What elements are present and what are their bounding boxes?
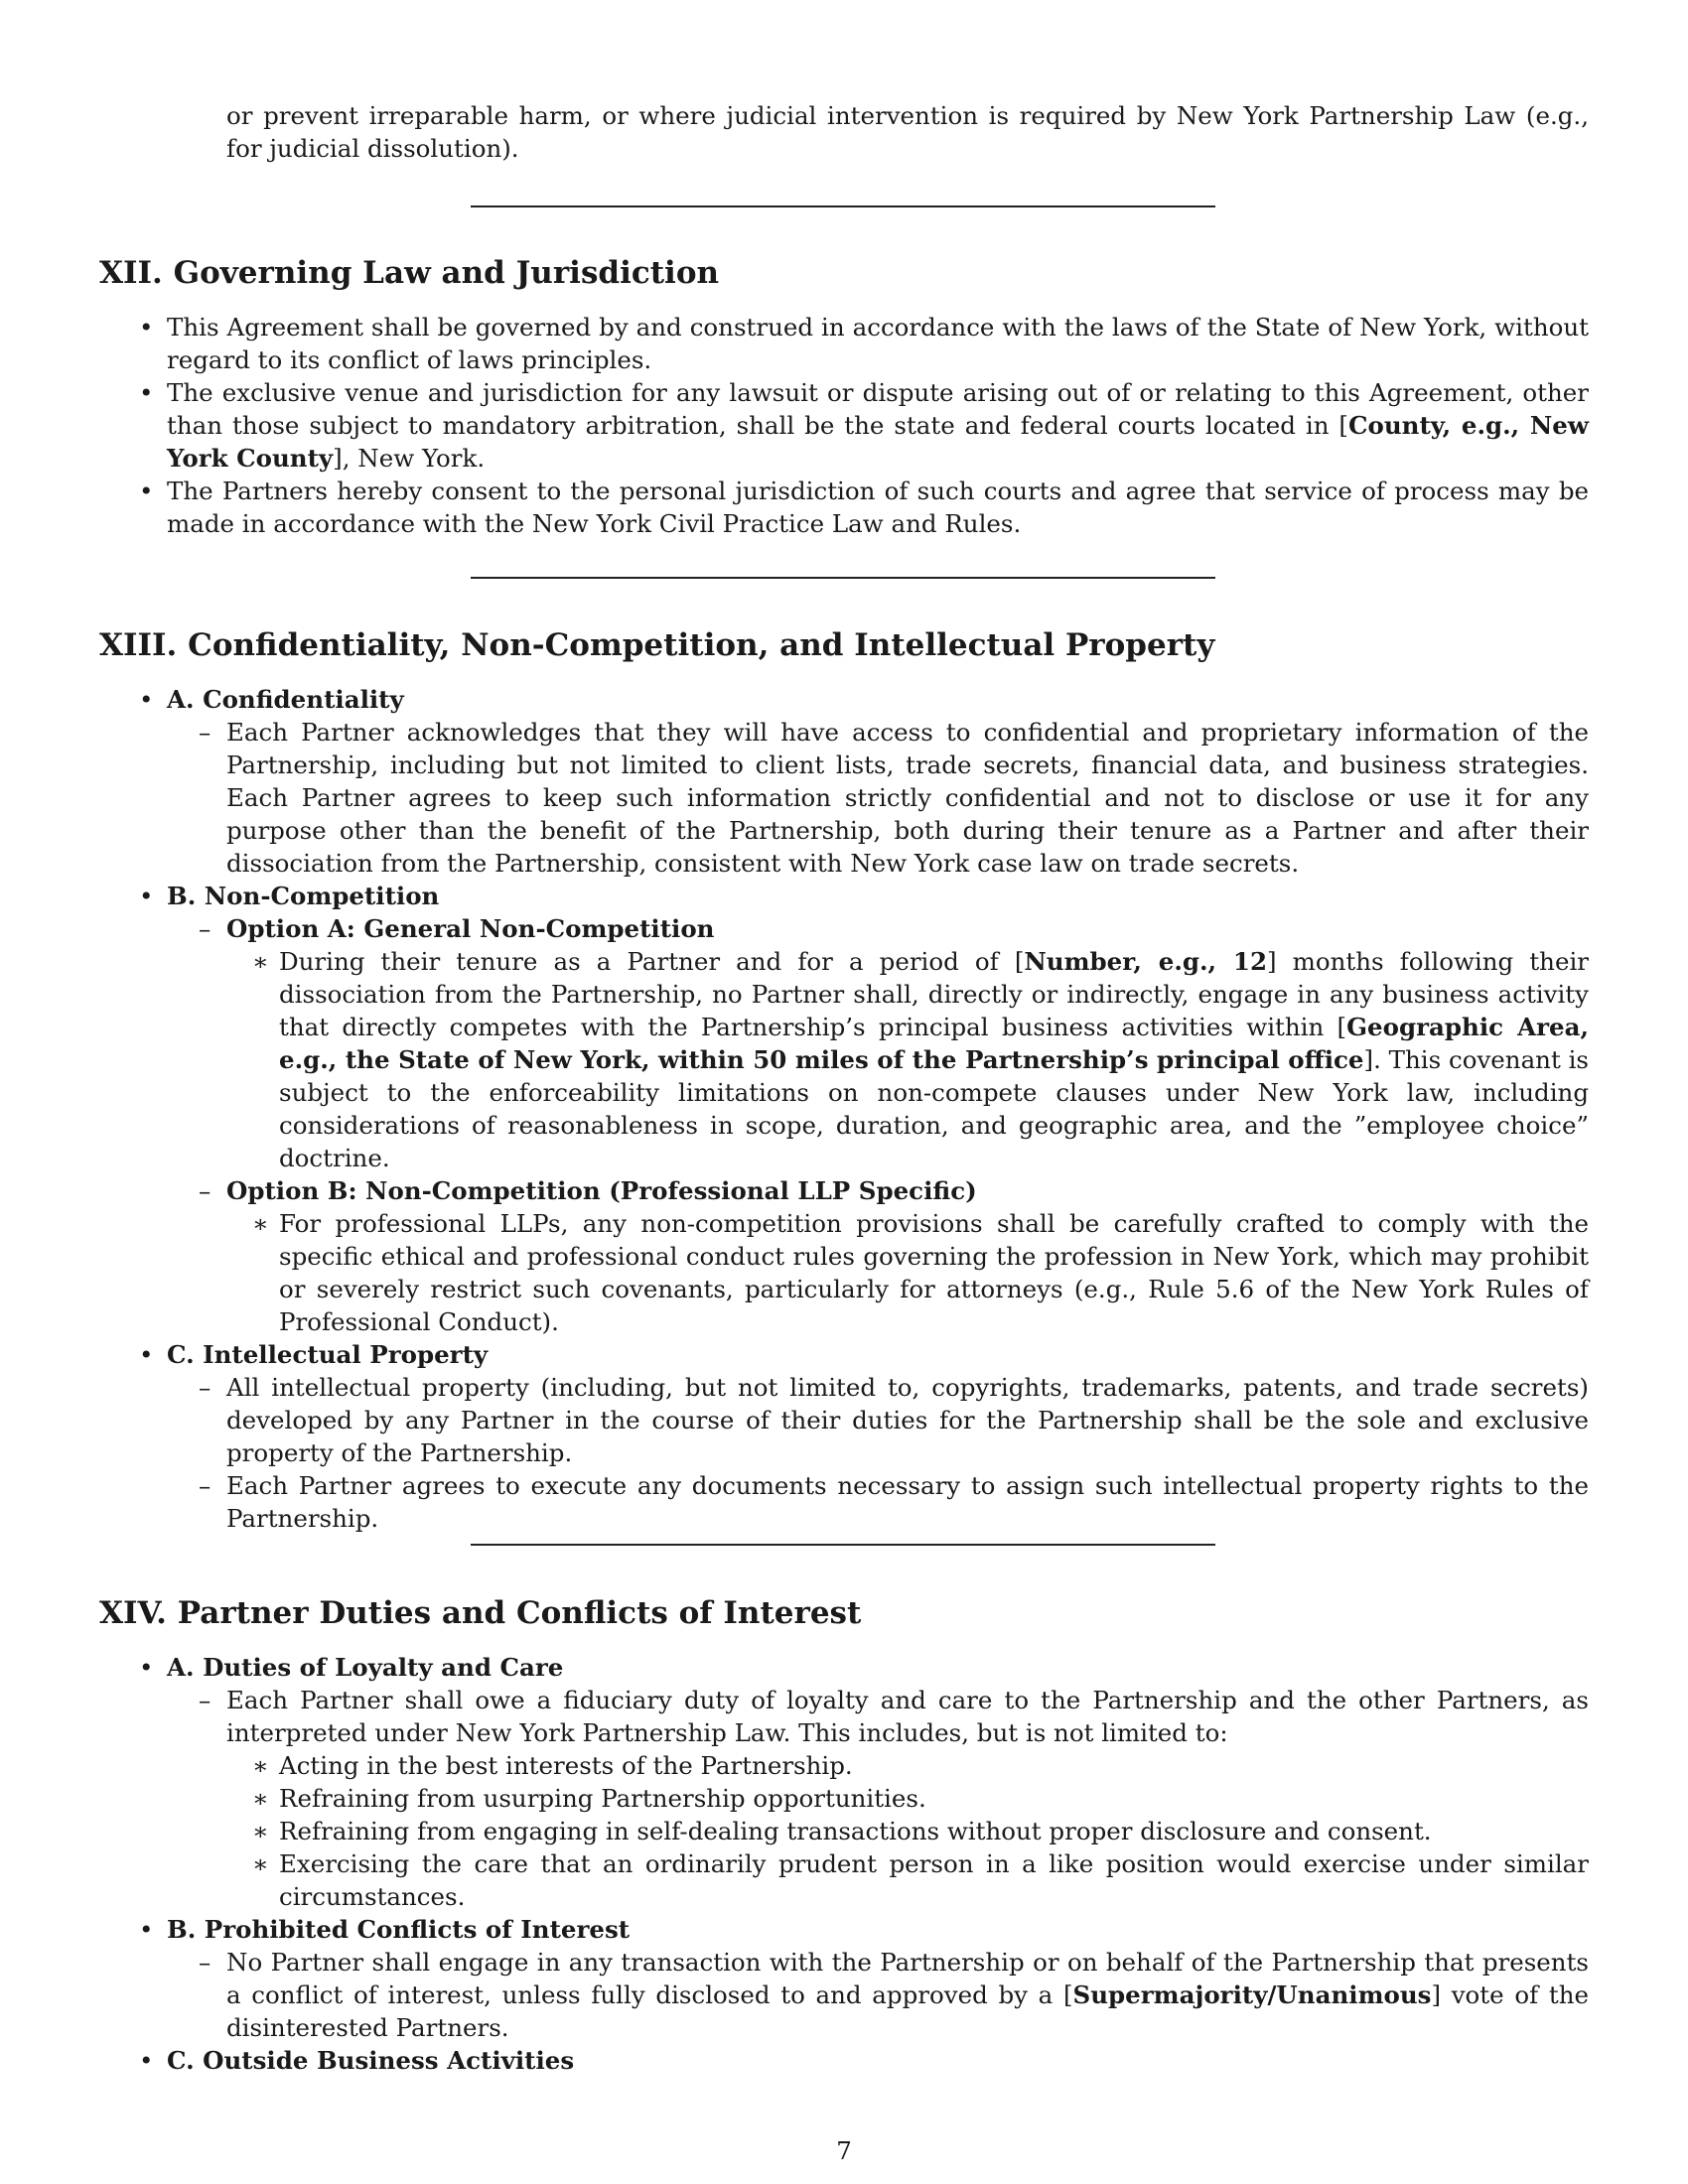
list-item	[0, 1651, 1688, 1684]
bullet-marker: •	[139, 2046, 154, 2075]
option-b-text: For professional LLPs, any non-competition provisions shall be carefully crafted to comply with the specific ethical and professional conduct rules governing the profession in New York, which may prohibit or severely restrict such covenants, particularly for attorneys (e.g., Rule 5.6 of the New York Rules of Professional Conduct).	[279, 1209, 1589, 1336]
duty-item: Acting in the best interests of the Partnership.	[279, 1751, 853, 1780]
subsection-heading: C. Outside Business Activities	[167, 2046, 575, 2075]
section-divider	[471, 1544, 1215, 1546]
governing-law-text: This Agreement shall be governed by and construed in accordance with the laws of the State of New York, without regard to its conflict of laws principles.	[167, 313, 1589, 374]
bullet-marker: •	[139, 378, 154, 407]
county-placeholder: County, e.g., New York County	[167, 411, 1589, 473]
ip-ownership-text: All intellectual property (including, but not limited to, copyrights, trademarks, patents, and trade secrets) developed by any Partner in the course of their duties for the Partnership shall be the sole and exclusive property of the Partnership.	[226, 1373, 1589, 1467]
star-marker: ∗	[252, 1817, 269, 1845]
bullet-marker: •	[139, 1653, 154, 1682]
star-marker: ∗	[252, 1751, 269, 1780]
section-xiv-title: XIV. Partner Duties and Conflicts of Interest	[99, 1595, 862, 1631]
list-item	[0, 1371, 1688, 1469]
subsection-heading: A. Duties of Loyalty and Care	[167, 1653, 564, 1682]
duty-item: Exercising the care that an ordinarily prudent person in a like position would exercise under similar circumstances.	[279, 1849, 1589, 1911]
ip-assignment-text: Each Partner agrees to execute any documents necessary to assign such intellectual property rights to the Partnership.	[226, 1471, 1589, 1533]
list-item	[0, 376, 1688, 475]
list-item	[0, 1469, 1688, 1535]
list-item	[0, 311, 1688, 376]
section-xiv-list	[0, 1651, 1688, 2077]
dash-marker: –	[199, 1176, 211, 1205]
consent-text: The Partners hereby consent to the personal jurisdiction of such courts and agree that service of process may be made in accordance with the New York Civil Practice Law and Rules.	[167, 477, 1589, 538]
list-item	[0, 1913, 1688, 1946]
confidentiality-text: Each Partner acknowledges that they will have access to confidential and proprietary information of the Partnership, including but not limited to client lists, trade secrets, financial data, and business strategies. Each Partner agrees to keep such information strictly confidential and not to disclose or use it for any purpose other than the benefit of the Partnership, both during their tenure as a Partner and after their dissociation from the Partnership, consistent with New York case law on trade secrets.	[226, 718, 1589, 878]
star-marker: ∗	[252, 1849, 269, 1878]
list-item	[0, 716, 1688, 880]
dash-marker: –	[199, 1948, 211, 1977]
list-item	[0, 945, 1688, 1174]
dash-marker: –	[199, 1373, 211, 1402]
list-item	[0, 1749, 1688, 1782]
section-xiii-title: XIII. Confidentiality, Non-Competition, and Intellectual Property	[99, 627, 1215, 663]
geographic-area-placeholder: Geographic Area, e.g., the State of New York, within 50 miles of the Partnership’s principal office	[279, 1013, 1590, 1074]
carryover-paragraph: or prevent irreparable harm, or where judicial intervention is required by New York Partnership Law (e.g., for judicial dissolution).	[226, 101, 1589, 163]
subsection-heading: B. Prohibited Conflicts of Interest	[167, 1915, 631, 1944]
bullet-marker: •	[139, 685, 154, 714]
list-item	[0, 880, 1688, 912]
option-heading: Option B: Non-Competition (Professional LLP Specific)	[226, 1176, 977, 1205]
list-item	[0, 2044, 1688, 2077]
dash-marker: –	[199, 1471, 211, 1500]
list-item	[0, 1782, 1688, 1815]
dash-marker: –	[199, 718, 211, 747]
dash-marker: –	[199, 914, 211, 943]
list-item	[0, 1207, 1688, 1338]
bullet-marker: •	[139, 1340, 154, 1369]
list-item	[0, 475, 1688, 540]
list-item	[0, 912, 1688, 945]
bullet-marker: •	[139, 1915, 154, 1944]
conflicts-text: No Partner shall engage in any transaction with the Partnership or on behalf of the Partnership that presents a conflict of interest, unless fully disclosed to and approved by a [Supermajority/Unanimous] vote of the disinterested Partners.	[226, 1948, 1589, 2042]
list-item	[0, 1174, 1688, 1207]
list-item	[0, 1815, 1688, 1847]
venue-text: The exclusive venue and jurisdiction for any lawsuit or dispute arising out of or relating to this Agreement, other than those subject to mandatory arbitration, shall be the state and federal courts located in [County, e.g., New York County], New York.	[167, 378, 1589, 473]
list-item	[0, 1338, 1688, 1371]
option-a-text: During their tenure as a Partner and for a period of [Number, e.g., 12] months following their dissociation from the Partnership, no Partner shall, directly or indirectly, engage in any business activity that directly competes with the Partnership’s principal business activities within [Geographic Area, e.g., the State of New York, within 50 miles of the Partnership’s principal office]. This covenant is subject to the enforceability limitations on non-compete clauses under New York law, including considerations of reasonableness in scope, duration, and geographic area, and the ”employee choice” doctrine.	[279, 947, 1590, 1172]
number-placeholder: Number, e.g., 12	[1024, 947, 1267, 976]
bullet-marker: •	[139, 477, 154, 505]
page-number: 7	[836, 2136, 852, 2165]
section-xiii-list	[0, 683, 1688, 1535]
subsection-heading: B. Non-Competition	[167, 882, 440, 910]
star-marker: ∗	[252, 1209, 269, 1238]
fiduciary-duty-text: Each Partner shall owe a fiduciary duty of loyalty and care to the Partnership and the other Partners, as interpreted under New York Partnership Law. This includes, but is not limited to:	[226, 1686, 1589, 1747]
duty-item: Refraining from engaging in self-dealing transactions without proper disclosure and consent.	[279, 1817, 1432, 1845]
dash-marker: –	[199, 1686, 211, 1714]
option-heading: Option A: General Non-Competition	[226, 914, 715, 943]
list-item	[0, 1946, 1688, 2044]
bullet-marker: •	[139, 882, 154, 910]
subsection-heading: A. Confidentiality	[167, 685, 404, 714]
section-xii-title: XII. Governing Law and Jurisdiction	[99, 255, 720, 291]
star-marker: ∗	[252, 1784, 269, 1813]
list-item	[0, 683, 1688, 716]
subsection-heading: C. Intellectual Property	[167, 1340, 489, 1369]
bullet-marker: •	[139, 313, 154, 341]
star-marker: ∗	[252, 947, 269, 976]
section-xii-list	[0, 311, 1688, 540]
section-divider	[471, 577, 1215, 579]
duty-item: Refraining from usurping Partnership opportunities.	[279, 1784, 926, 1813]
list-item	[0, 1684, 1688, 1749]
list-item	[0, 1847, 1688, 1913]
section-divider	[471, 205, 1215, 207]
vote-placeholder: Supermajority/Unanimous	[1072, 1980, 1432, 2009]
